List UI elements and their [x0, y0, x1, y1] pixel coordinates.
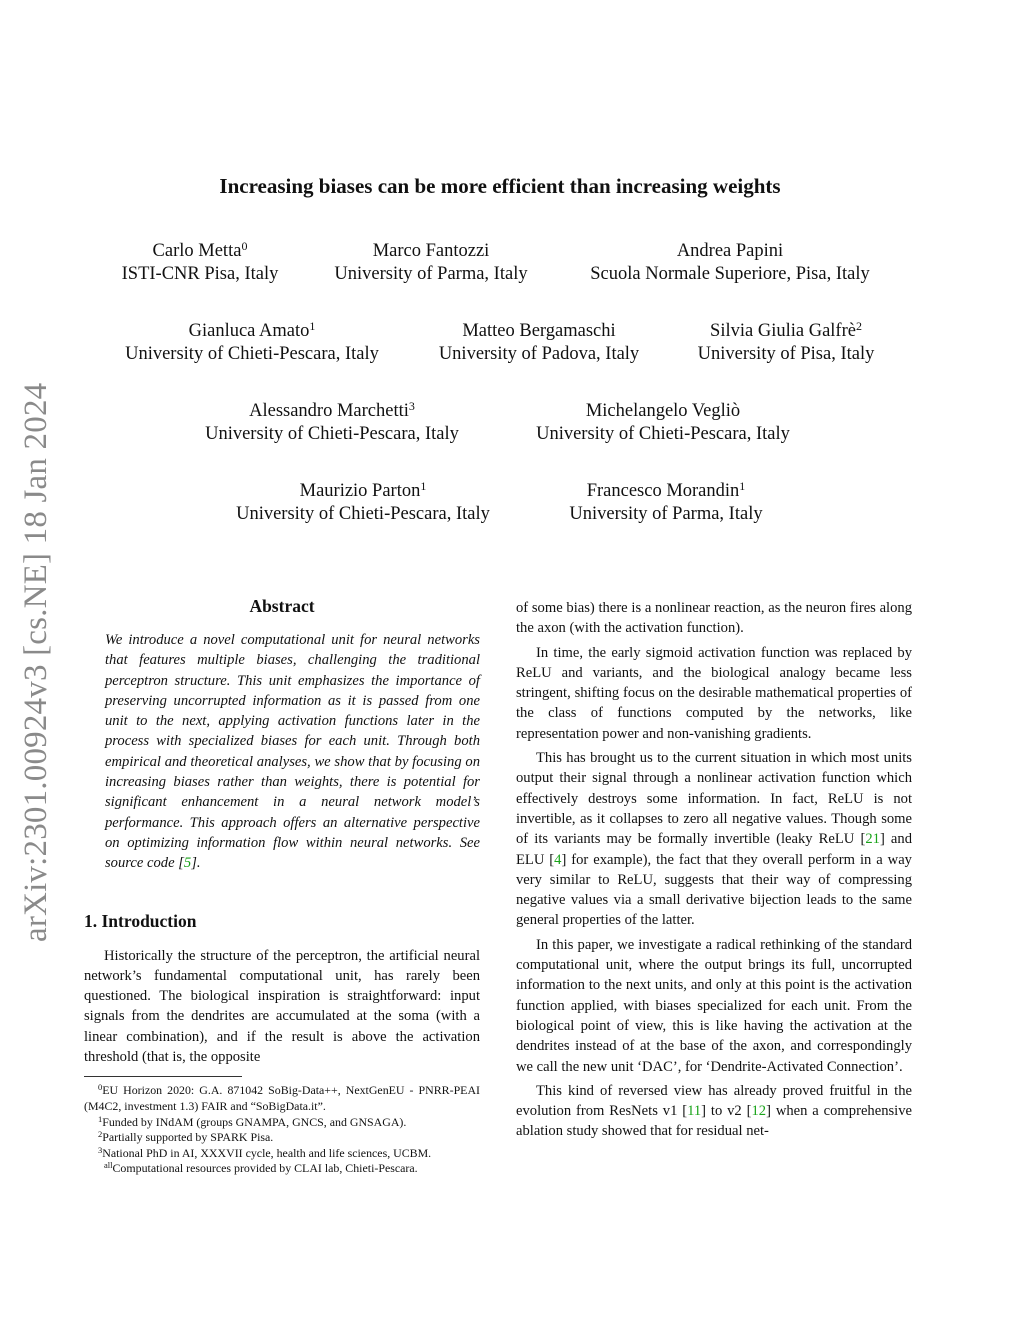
author-name: Alessandro Marchetti [249, 401, 409, 421]
author-affiliation: University of Chieti-Pescara, Italy [236, 504, 490, 524]
body-paragraph [516, 748, 912, 931]
footnote-text: Computational resources provided by CLAI lab, Chieti-Pescara. [112, 1161, 418, 1176]
author-block [569, 240, 891, 286]
citation-link[interactable]: 4 [554, 851, 562, 868]
citation-link[interactable]: 11 [687, 1103, 702, 1120]
author-name: Michelangelo Vegliò [585, 401, 741, 421]
author-name: Andrea Papini [676, 241, 784, 261]
body-text: This kind of reversed view has already proved fruitful in the evolution from ResNets v1 [ [516, 1082, 912, 1120]
body-text: ] and ELU [ [516, 831, 912, 868]
arxiv-identifier: arXiv:2301.00924v3 [cs.NE] 18 Jan 2024 [18, 382, 54, 942]
body-text: This has brought us to the current situation in which most units output their signal through a nonlinear activation function which effectively destroys some information. In fact, ReLU is not invertible, as it collapses to zero all negative values. Though some of its variants may be formally invertible (leaky ReLU [ [516, 750, 912, 848]
footnote-divider [84, 1076, 242, 1077]
author-block [517, 400, 809, 446]
footnote [84, 1130, 480, 1146]
author-footnote-mark: 1 [420, 479, 427, 493]
author-name: Matteo Bergamaschi [462, 321, 616, 341]
footnote-mark: 1 [98, 1113, 103, 1124]
author-block [316, 240, 546, 286]
right-column [516, 598, 912, 1146]
author-affiliation: University of Chieti-Pescara, Italy [125, 344, 379, 364]
footnote-mark: 2 [98, 1129, 103, 1140]
author-name: Carlo Metta [152, 241, 242, 261]
footnote-text: Funded by INdAM (groups GNAMPA, GNCS, and GNSAGA). [102, 1114, 407, 1129]
body-text: ] for example), the fact that they overall perform in a way very similar to ReLU, suggests that their way of compressing negative values via a small derivative bijection leads to the same general properties of the latter. [516, 851, 912, 929]
abstract-text [105, 630, 480, 874]
footnote-text: EU Horizon 2020: G.A. 871042 SoBig-Data++, NextGenEU - PNRR-PEAI (M4C2, investment 1.3) FAIR and “SoBigData.it”. [84, 1083, 480, 1113]
author-block [106, 320, 398, 366]
body-text: ] to v2 [ [701, 1103, 752, 1120]
footnote-mark: 0 [98, 1082, 103, 1093]
footnote [84, 1083, 480, 1114]
left-column [84, 596, 480, 1177]
author-footnote-mark: 2 [855, 319, 862, 333]
body-paragraph: In this paper, we investigate a radical rethinking of the standard computational unit, where the output brings its full, uncorrupted information to the next units, and only at this point is the activation function applied, with biases specialized for each unit. From the biological point of view, this is like having the activation at the dendrites instead of at the base of the axon, and correspondingly we call the new unit ‘DAC’, for ‘Dendrite-Activated Connection’. [516, 936, 912, 1075]
intro-paragraph: Historically the structure of the perceptron, the artificial neural network’s fundamental computational unit, has rarely been questioned. The biological inspiration is straightforward: input signals from the dendrites are accumulated at the soma (with a linear combination), and if the result is above the activation threshold (that is, the opposite [84, 947, 480, 1066]
author-footnote-mark: 1 [309, 319, 316, 333]
author-name: Marco Fantozzi [372, 241, 490, 261]
footnote [84, 1146, 480, 1162]
body-paragraph: of some bias) there is a nonlinear reaction, as the neuron fires along the axon (with the activation function). [516, 600, 912, 637]
author-affiliation: University of Pisa, Italy [697, 344, 875, 364]
author-affiliation: University of Parma, Italy [334, 264, 528, 284]
author-footnote-mark: 3 [408, 399, 415, 413]
footnote [84, 1161, 480, 1177]
footnote-text: Partially supported by SPARK Pisa. [102, 1130, 274, 1145]
abstract-heading: Abstract [249, 596, 315, 616]
author-footnote-mark: 1 [739, 479, 746, 493]
body-paragraph: In time, the early sigmoid activation function was replaced by ReLU and variants, and the biological analogy became less stringent, shifting focus on the desirable mathematical properties of the class of functions computed by the networks, like representation power and non-vanishing gradients. [516, 644, 912, 742]
footnote-mark: all [104, 1160, 113, 1171]
author-affiliation: University of Chieti-Pescara, Italy [205, 424, 459, 444]
author-block [552, 480, 780, 526]
paper-title: Increasing biases can be more efficient than increasing weights [219, 174, 781, 198]
author-block [682, 320, 890, 366]
body-paragraph [516, 1081, 912, 1142]
author-block [217, 480, 509, 526]
citation-link[interactable]: 12 [751, 1103, 767, 1120]
footnote-mark: 3 [98, 1144, 103, 1155]
author-affiliation: ISTI-CNR Pisa, Italy [121, 264, 279, 284]
author-block [424, 320, 654, 366]
footnote [84, 1115, 480, 1131]
citation-link[interactable]: 21 [865, 831, 880, 848]
author-block [100, 240, 300, 286]
section-heading-introduction: 1. Introduction [84, 910, 197, 931]
author-name: Silvia Giulia Galfrè [710, 321, 856, 341]
body-text: ] when a comprehensive ablation study showed that for residual net- [516, 1103, 912, 1140]
author-affiliation: Scuola Normale Superiore, Pisa, Italy [590, 264, 870, 284]
author-affiliation: University of Padova, Italy [438, 344, 640, 364]
author-name: Maurizio Parton [299, 481, 421, 501]
author-block [186, 400, 478, 446]
author-affiliation: University of Chieti-Pescara, Italy [536, 424, 790, 444]
abstract-body: We introduce a novel computational unit for neural networks that features multiple biases, challenging the traditional perceptron structure. This unit emphasizes the importance of preserving uncorrupted information as it is passed from one unit to the next, applying activation functions later in the process with specialized biases for each unit. Through both empirical and theoretical analyses, we show that by focusing on increasing biases rather than weights, there is potential for significant enhancement in a neural network model’s performance. This approach offers an alternative perspective on optimizing information flow within neural networks. See source code [ [105, 632, 480, 872]
abstract-tail: ]. [191, 855, 201, 872]
citation-link[interactable]: 5 [183, 855, 192, 872]
author-name: Francesco Morandin [586, 481, 740, 501]
author-name: Gianluca Amato [188, 321, 310, 341]
author-footnote-mark: 0 [241, 239, 248, 253]
footnote-text: National PhD in AI, XXXVII cycle, health and life sciences, UCBM. [102, 1145, 432, 1160]
author-affiliation: University of Parma, Italy [569, 504, 763, 524]
